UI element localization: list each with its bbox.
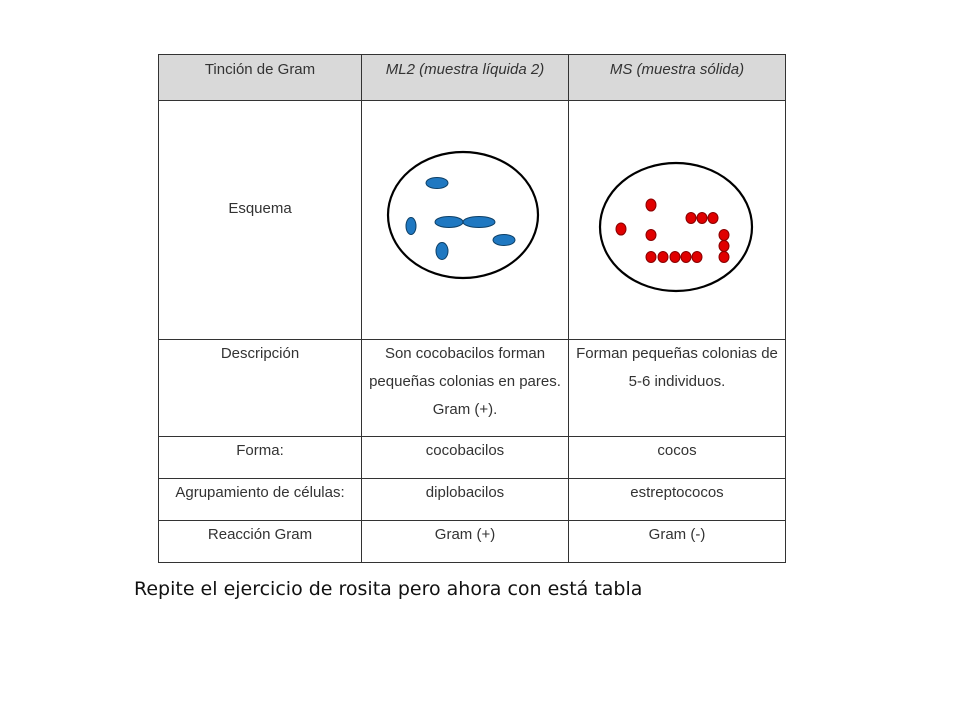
agrupamiento-row [159,479,786,521]
forma-label: Forma: [159,437,362,479]
ms-coccus [646,252,656,263]
ms-coccus [692,252,702,263]
ms-coccus [658,252,668,263]
ms-coccus [719,241,729,252]
ms-coccus [686,213,696,224]
ml2-coccobacillus [463,217,495,228]
ms-coccus [719,230,729,241]
ml2-agrupamiento: diplobacilos [362,479,569,521]
ms-coccus [708,213,718,224]
ms-coccus [670,252,680,263]
esquema-label: Esquema [159,101,362,340]
ml2-diagram-cell [362,101,569,340]
gram-stain-table [158,54,786,563]
ml2-reaccion: Gram (+) [362,521,569,563]
ms-agrupamiento: estreptococos [569,479,786,521]
ml2-forma: cocobacilos [362,437,569,479]
descripcion-label: Descripción [159,340,362,437]
ml2-coccobacillus [406,218,416,235]
reaccion-row [159,521,786,563]
ms-petri-dish-diagram [570,112,785,328]
reaccion-label: Reacción Gram [159,521,362,563]
esquema-row [159,101,786,340]
ml2-petri-dish [388,152,538,278]
ms-coccus [697,213,707,224]
ms-diagram-cell [569,101,786,340]
header-ml2: ML2 (muestra líquida 2) [362,55,569,101]
ms-coccus [646,230,656,241]
exercise-caption: Repite el ejercicio de rosita pero ahora con está tabla [134,578,643,600]
ms-coccus [719,252,729,263]
ml2-descripcion: Son cocobacilos forman pequeñas colonias en pares. Gram (+). [362,340,569,437]
ml2-coccobacillus [493,235,515,246]
ms-coccus [681,252,691,263]
header-ms: MS (muestra sólida) [569,55,786,101]
header-tincion: Tinción de Gram [159,55,362,101]
ms-forma: cocos [569,437,786,479]
ms-reaccion: Gram (-) [569,521,786,563]
ml2-coccobacillus [435,217,463,228]
ms-coccus [646,199,656,211]
ml2-coccobacillus [436,243,448,260]
forma-row [159,437,786,479]
ms-coccus [616,223,626,235]
ml2-petri-dish-diagram [363,112,568,328]
descripcion-row [159,340,786,437]
ms-descripcion: Forman pequeñas colonias de 5-6 individuos. [569,340,786,437]
header-row [159,55,786,101]
ml2-coccobacillus [426,178,448,189]
agrupamiento-label: Agrupamiento de células: [159,479,362,521]
